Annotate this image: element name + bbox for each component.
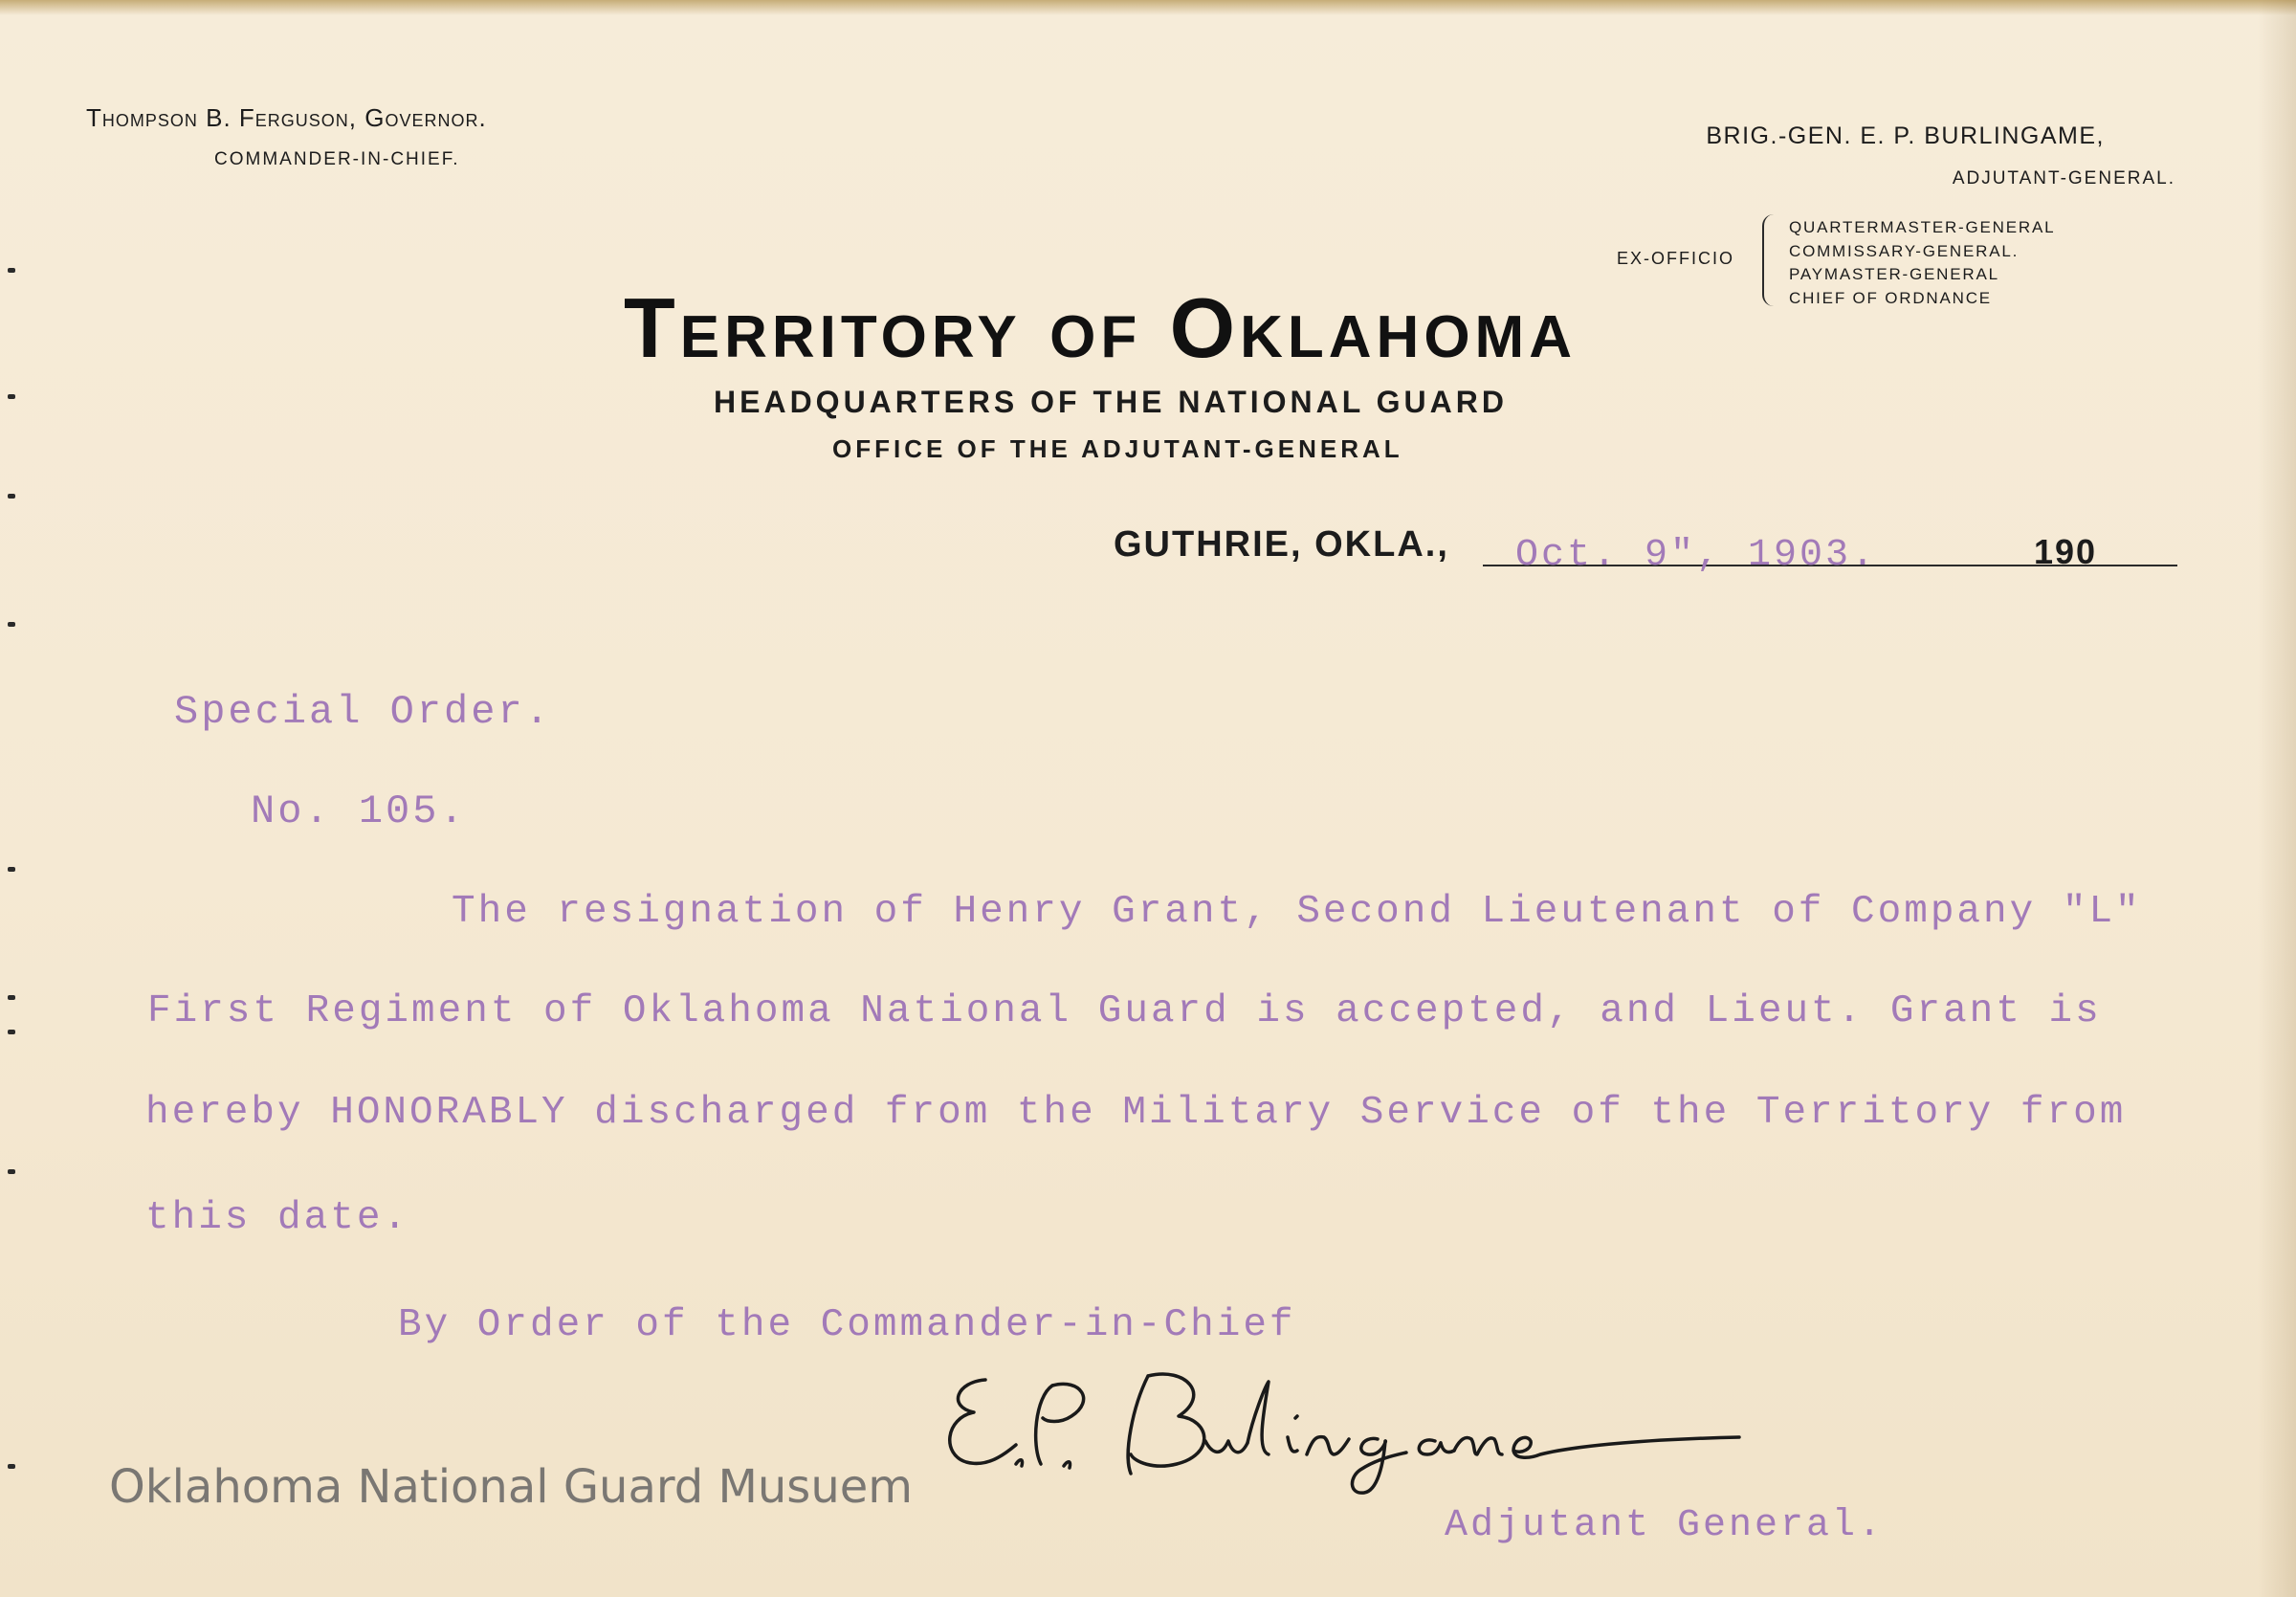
order-body-line: this date. bbox=[145, 1196, 410, 1240]
binder-hole bbox=[8, 867, 15, 872]
order-body-line: First Regiment of Oklahoma National Guard is accepted, and Lieut. Grant is bbox=[147, 989, 2102, 1033]
ex-officio-role: CHIEF OF ORDNANCE bbox=[1789, 288, 1992, 307]
binder-hole bbox=[8, 268, 15, 273]
binder-hole bbox=[8, 1169, 15, 1174]
page-right-shadow bbox=[2258, 0, 2296, 1597]
page-top-edge bbox=[0, 0, 2296, 15]
order-number: No. 105. bbox=[251, 788, 467, 834]
signature bbox=[928, 1359, 1760, 1502]
adjutant-title: ADJUTANT-GENERAL. bbox=[1952, 168, 2175, 189]
letterhead-office: OFFICE OF THE ADJUTANT-GENERAL bbox=[832, 434, 1403, 463]
brace-icon bbox=[1762, 214, 1777, 306]
adjutant-name: BRIG.-GEN. E. P. BURLINGAME, bbox=[1706, 122, 2105, 149]
binder-hole bbox=[8, 995, 15, 1000]
ex-officio-role: QUARTERMASTER-GENERAL bbox=[1789, 218, 2056, 236]
binder-hole bbox=[8, 494, 15, 499]
watermark-text: Oklahoma National Guard Musuem bbox=[109, 1460, 914, 1514]
binder-hole bbox=[8, 1464, 15, 1469]
order-body-line: hereby HONORABLY discharged from the Military Service of the Territory from bbox=[145, 1091, 2127, 1135]
year-prefix: 190 bbox=[2034, 532, 2098, 571]
binder-hole bbox=[8, 622, 15, 627]
signature-title: Adjutant General. bbox=[1445, 1504, 1885, 1547]
ex-officio-label: EX-OFFICIO bbox=[1617, 249, 1734, 268]
ex-officio-role: PAYMASTER-GENERAL bbox=[1789, 265, 1999, 283]
binder-hole bbox=[8, 394, 15, 399]
letter-date: Oct. 9", 1903. bbox=[1515, 534, 1878, 577]
letterhead-subtitle: HEADQUARTERS OF THE NATIONAL GUARD bbox=[714, 385, 1508, 419]
order-title: Special Order. bbox=[174, 689, 552, 735]
governor-title: COMMANDER-IN-CHIEF. bbox=[214, 149, 460, 169]
ex-officio-role: COMMISSARY-GENERAL. bbox=[1789, 241, 2020, 260]
letterhead-title: Territory of Oklahoma bbox=[624, 280, 1577, 375]
letter-place: GUTHRIE, OKLA., bbox=[1114, 524, 1449, 565]
order-body-line: The resignation of Henry Grant, Second Lieutenant of Company "L" bbox=[452, 890, 2142, 934]
ex-officio-roles bbox=[1789, 216, 2055, 310]
order-closing: By Order of the Commander-in-Chief bbox=[398, 1303, 1296, 1347]
governor-name: Thompson B. Ferguson, Governor. bbox=[86, 103, 487, 132]
binder-hole bbox=[8, 1030, 15, 1034]
